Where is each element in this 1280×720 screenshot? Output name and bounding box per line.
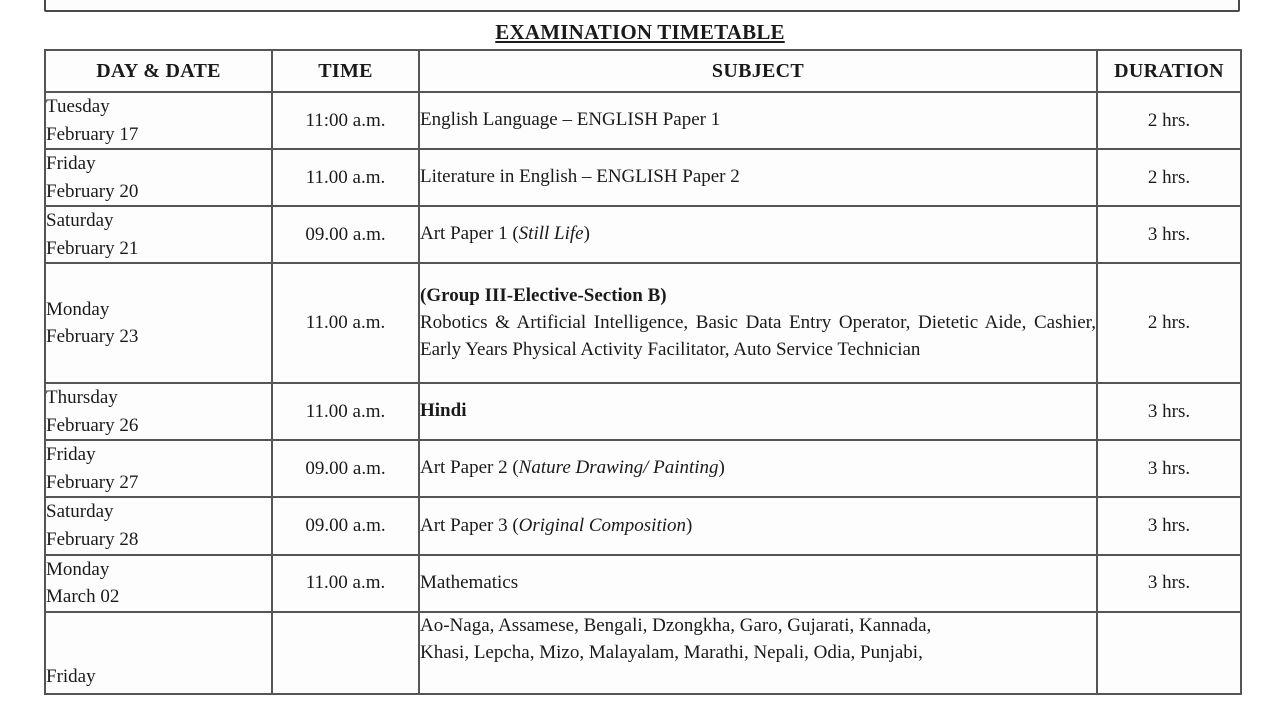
cell-time: 09.00 a.m. [272,206,419,263]
cell-duration: 3 hrs. [1097,555,1241,612]
day-of-week: Saturday [46,210,114,232]
cell-duration: 3 hrs. [1097,497,1241,554]
cell-subject [419,92,1097,149]
subject-prefix: Art Paper 1 ( [420,223,519,245]
exam-date: February 28 [46,529,139,551]
cell-duration: 2 hrs. [1097,149,1241,206]
cell-day-date [45,440,272,497]
cell-subject [419,263,1097,383]
subject-suffix: ) [583,223,590,245]
cell-day-date [45,149,272,206]
cell-time: 09.00 a.m. [272,497,419,554]
table-body [45,92,1241,694]
subject-text-line: Khasi, Lepcha, Mizo, Malayalam, Marathi, Nepali, Odia, Punjabi, [420,641,923,663]
subject-text [420,455,1096,482]
subject-suffix: ) [718,457,725,479]
exam-date: February 27 [46,471,139,493]
subject-text-line: Ao-Naga, Assamese, Bengali, Dzongkha, Garo, Gujarati, Kannada, [420,614,932,636]
cell-subject [419,383,1097,440]
cell-time: 11.00 a.m. [272,383,419,440]
exam-date: February 17 [46,123,139,145]
column-header-duration-label: DURATION [1114,59,1224,82]
column-header-time-label: TIME [318,59,373,82]
column-header-duration [1097,50,1241,92]
subject-group-heading: (Group III-Elective-Section B) [420,284,667,306]
cell-time: 11.00 a.m. [272,149,419,206]
table-row [45,263,1241,383]
cell-day-date [45,383,272,440]
subject-text: Hindi [420,400,467,422]
table-row [45,206,1241,263]
cell-duration: 3 hrs. [1097,383,1241,440]
cell-subject [419,612,1097,694]
column-header-day-date-label: DAY & DATE [96,59,221,82]
cell-subject [419,206,1097,263]
subject-text [420,513,1096,540]
timetable-container [44,49,1240,695]
subject-text: Literature in English – ENGLISH Paper 2 [420,166,740,188]
subject-prefix: Art Paper 2 ( [420,457,519,479]
column-header-subject-label: SUBJECT [711,59,805,82]
column-header-day-date [45,50,272,92]
cell-day-date [45,206,272,263]
cell-subject [419,149,1097,206]
table-header [45,50,1241,92]
examination-timetable [44,49,1242,695]
exam-date: February 20 [46,180,139,202]
table-row [45,92,1241,149]
top-clipped-box [44,0,1240,12]
cell-subject [419,497,1097,554]
subject-emphasis: Nature Drawing/ Painting [518,457,719,479]
subject-emphasis: Original Composition [518,514,686,536]
column-header-time [272,50,419,92]
subject-text: Mathematics [420,571,519,593]
cell-duration [1097,612,1241,694]
exam-date: February 21 [46,237,139,259]
cell-time: 11.00 a.m. [272,263,419,383]
cell-subject [419,555,1097,612]
day-of-week: Saturday [46,501,114,523]
cell-time: 11.00 a.m. [272,555,419,612]
cell-time: 11:00 a.m. [272,92,419,149]
table-header-row [45,50,1241,92]
exam-date: February 26 [46,414,139,436]
day-of-week: Tuesday [46,96,110,117]
subject-prefix: Art Paper 3 ( [420,514,519,536]
exam-date: March 02 [46,586,120,608]
day-of-week: Friday [46,666,96,688]
page-title: EXAMINATION TIMETABLE [495,20,785,44]
day-of-week: Thursday [46,387,118,409]
cell-duration: 3 hrs. [1097,206,1241,263]
cell-day-date [45,497,272,554]
cell-day-date [45,92,272,149]
column-header-subject [419,50,1097,92]
subject-text: Robotics & Artificial Intelligence, Basic Data Entry Operator, Dietetic Aide, Cashier, Early Years Physical Activity Facilitator, Auto Service Technician [420,311,1096,360]
table-row [45,440,1241,497]
day-of-week: Friday [46,444,96,466]
cell-day-date [45,263,272,383]
exam-date: February 23 [46,326,139,348]
table-row [45,555,1241,612]
day-of-week: Monday [46,298,110,320]
cell-duration: 2 hrs. [1097,92,1241,149]
cell-time: 09.00 a.m. [272,440,419,497]
subject-suffix: ) [686,514,693,536]
cell-subject [419,440,1097,497]
day-of-week: Monday [46,558,110,580]
cell-duration: 2 hrs. [1097,263,1241,383]
table-row [45,497,1241,554]
cell-day-date [45,555,272,612]
table-row [45,383,1241,440]
cell-duration: 3 hrs. [1097,440,1241,497]
subject-text: English Language – ENGLISH Paper 1 [420,109,721,131]
cell-day-date [45,612,272,694]
table-row [45,612,1241,694]
subject-emphasis: Still Life [518,223,584,245]
subject-text [420,221,1096,248]
table-row [45,149,1241,206]
cell-time [272,612,419,694]
day-of-week: Friday [46,153,96,175]
